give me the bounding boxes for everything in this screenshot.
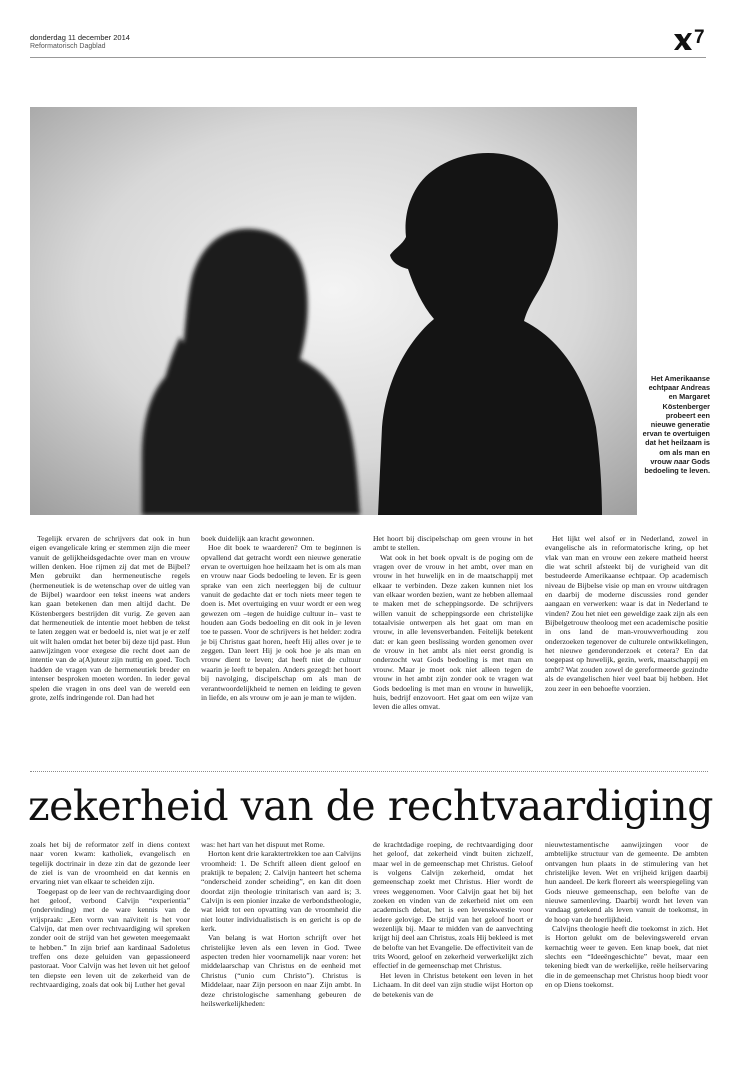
- caption-text: Het Amerikaanse echtpaar Andreas en Margaret Köstenberger probeert een nieuwe generatie ervan te overtuigen dat het heilzaam is om als man en vrouw: [642, 374, 710, 466]
- caption-text-end: Gods bedoeling te leven.: [644, 456, 710, 476]
- article-column-6: [201, 840, 361, 1008]
- paragraph: Tegelijk ervaren de schrijvers dat ook in hun eigen evangelicale kring er stemmen zijn die meer vanuit de gelijkheidsgedachte over man en vrouw willen denken. Hoe rijmen zij dat met de Bijbel? Men gebruikt dan hermeneutische regels (hermeneutiek is de wetenschap over de uitleg van de Bijbel) waardoor een tekst ineens wat anders kan gaan betekenen dan men altijd dacht. De Köstenbergers bestrijden dit vurig. Ze geven aan dat hermeneutiek de intentie moet hebben de tekst te laten zeggen wat er bedoeld is, niet wat je er zelf uit wilt halen omdat het beter bij deze tijd past. Hun aanwijzingen voor exegese die recht doet aan de intentie van de a(A)uteur zijn nuttig en goed. Toch hadden de vragen van de hermeneutiek breder en intenser besproken moeten worden. In ieder geval spelen die vragen in ons deel van de wereld een grote, zelfs indringende rol. Dan had het: [30, 534, 190, 702]
- article-column-1: [30, 534, 190, 702]
- paragraph: Van belang is wat Horton schrijft over het christelijke leven als een leven in God. Twee aspecten treden hier voornamelijk naar voren: het middelaarschap van Christus en de eenheid met Christus (“unio cum Christo”). Christus is Middelaar, naar Zijn persoon en naar Zijn ambt. In deze christologische samenhang gebeuren de heilswerkelijkheden:: [201, 933, 361, 1008]
- rd-x-logo-icon: [672, 30, 694, 52]
- article-column-8: [545, 840, 708, 990]
- article-column-2: [201, 534, 361, 702]
- paragraph: Het lijkt wel alsof er in Nederland, zowel in evangelische als in reformatorische kring, op het vlak van man en vrouw een zekere matheid heerst die wat schril afsteekt bij de vurigheid van dit bestudeerde Amerikaanse echtpaar. Op academisch niveau de Bijbelse visie op man en vrouw uitdragen en daarbij de moderne discussies rond gender aangaan en verwerken: waar is dat in Nederland te vinden? Zou het niet een geweldige zaak zijn als een Bijbelgetrouw theoloog met een academische positie in ons land de man-vrouwverhouding zou onderzoeken tegenover de culturele ontwikkelingen, het nieuwe genderonderzoek et cetera? En dat toegepast op huwelijk, gezin, werk, maatschappij en ambt? Wat zouden zowel de gereformeerde gezindte als de evangelischen hier veel baat bij hebben. Het zou zeer in een behoefte voorzien.: [545, 534, 708, 693]
- article-headline: zekerheid van de rechtvaardiging: [28, 782, 713, 830]
- paragraph: Wat ook in het boek opvalt is de poging om de vragen over de vrouw in het ambt, over man en vrouw in het huwelijk en in de maatschappij met elkaar te verbinden. Deze zaken kunnen niet los van elkaar worden bezien, want ze hebben allemaal te maken met de scheppingsorde. De schrijvers willen vanuit de scheppingsorde een christelijke totaalvisie ontwerpen als het gaat om man en vrouw, in alle levensverbanden. Feitelijk betekent dat: er kan geen beslissing worden genomen over de vrouw in het ambt als niet eerst grondig is onderzocht wat Gods bedoeling is met man en vrouw. Maar je moet ook niet alleen tegen de vrouw in het ambt zijn zonder ook te vragen wat Gods bedoeling is met man en vrouw in huwelijk, huis, bedrijf enzovoort. Het gaat om een wijze van leven die alles omvat.: [373, 552, 533, 712]
- newspaper-name: Reformatorisch Dagblad: [30, 43, 106, 50]
- header-divider: [30, 57, 706, 58]
- paragraph: Hoe dit boek te waarderen? Om te beginnen is opvallend dat getracht wordt een nieuwe generatie ervan te overtuigen hoe heilzaam het is om als man en vrouw naar Gods bedoeling te leven. Er is geen sprake van een zich neerleggen bij de cultuur vanuit de gedachte dat er toch niets meer tegen te doen is. Met overtuiging en vuur wordt er een weg gewezen om –tegen de huidige cultuur in– vast te houden aan Gods bedoeling en dit ook in je leven toe te passen. Voor de schrijvers is het helder: zodra je bij Christus gaat horen, heeft Hij alles over je te zeggen. Dan leert Hij je ook hoe je als man en vrouw dient te leven; dat heeft niet de cultuur waarin je leeft te bepalen. Anders gezegd: het hoort bij navolging, discipelschap om als man de verantwoordelijkheid te nemen en leiding te geven in liefde, en als vrouw om je aan je man te wijden.: [201, 543, 361, 702]
- paragraph: Horton kent drie karaktertrekken toe aan Calvijns vroomheid: 1. De Schrift alleen dient geloof en praktijk te bepalen; 2. Calvijn hanteert het schema “onderscheid zonder scheiding”, en kan dit doen doordat zijn theologie trinitarisch van aard is; 3. Calvijn is een pionier inzake de verbondstheologie, wat leidt tot een opvatting van de vroomheid die niet louter individualistisch is en gericht is op de kerk.: [201, 849, 361, 934]
- paragraph: Het leven in Christus betekent een leven in het Lichaam. In dit deel van zijn studie wijst Horton op de betekenis van de: [373, 970, 533, 999]
- paragraph: de krachtdadige roeping, de rechtvaardiging door het geloof, dat zekerheid vindt buiten zichzelf, maar wel in de gemeenschap met Christus. Geloof is volgens Calvijn zekerheid, omdat het gemeenschap zoekt met Christus. Hier wordt de vrees weggenomen. Voor Calvijn gaat het bij het zoeken en vinden van de zekerheid niet om een academisch debat, het is een levenskwestie voor iedere gelovige. De strijd van het geloof hoort er wezenlijk bij. Maar te midden van de aanvechting krijgt hij deel aan Christus, zoals Hij bekleed is met de belofte van het Evangelie. De effectiviteit van de trits Woord, geloof en zekerheid verwerkelijkt zich effectief in de gemeenschap met Christus.: [373, 840, 533, 971]
- caption-emphasis: naar: [673, 456, 690, 466]
- section-divider: [30, 771, 708, 772]
- article-column-7: [373, 840, 533, 999]
- issue-date: donderdag 11 december 2014: [30, 33, 130, 42]
- article-column-5: [30, 840, 190, 990]
- paragraph: nieuwtestamentische aanwijzingen voor de ambtelijke structuur van de gemeente. De ambten ontvangen hun plaats in de stimulering van het christelijke leven. Wet en vrijheid krijgen daarbij hun aandeel. De kerk floreert als weerspiegeling van Gods nieuwe gemeenschap, een belofte van de nieuwe samenleving. Daarbij wordt het leven van vandaag getekend als leven vanuit de toekomst, in de hoop van de heerlijkheid.: [545, 840, 708, 924]
- page-number: 7: [694, 27, 705, 48]
- paragraph: Het hoort bij discipelschap om geen vrouw in het ambt te stellen.: [373, 534, 533, 553]
- paragraph: Toegepast op de leer van de rechtvaardiging door het geloof, verbond Calvijn “experientia” (ondervinding) met de ware kennis van de vrijspraak: „Een vorm van naïviteit is het voor Calvijn, dat men over rechtvaardiging wil spreken zonder ooit de strijd van het geweten meegemaakt te hebben.” In zijn brief aan kardinaal Sadoletus treffen ons deze geluiden van gepassioneerd pastoraat. Voor Calvijn was het leven uit het geloof ten diepste een leven uit de zekerheid van de rechtvaardiging, zoals dat ook bij Luther het geval: [30, 886, 190, 990]
- paragraph: boek duidelijk aan kracht gewonnen.: [201, 534, 315, 543]
- silhouette-couple-photo: [30, 107, 637, 515]
- paragraph: Calvijns theologie heeft die toekomst in zich. Het is Horton gelukt om de belevingswereld ervan kernachtig weer te geven. Een knap boek, dat niet slechts een “Ideeëngeschichte” bevat, maar een tekening biedt van de werkelijke, reële heilservaring die in de gemeenschap met Christus hoop biedt voor en op Diens toekomst.: [545, 924, 708, 990]
- article-column-4: [545, 534, 708, 693]
- paragraph: zoals het bij de reformator zelf in diens context naar voren kwam: katholiek, evangelisch en tegelijk doctrinair in deze zin dat de gezonde leer de ziel is van de vroomheid en dat kennis en ervaring niet van elkaar te scheiden zijn.: [30, 840, 190, 887]
- article-column-3: [373, 534, 533, 712]
- paragraph: was: het hart van het dispuut met Rome.: [201, 840, 325, 849]
- photo-caption: [640, 374, 710, 475]
